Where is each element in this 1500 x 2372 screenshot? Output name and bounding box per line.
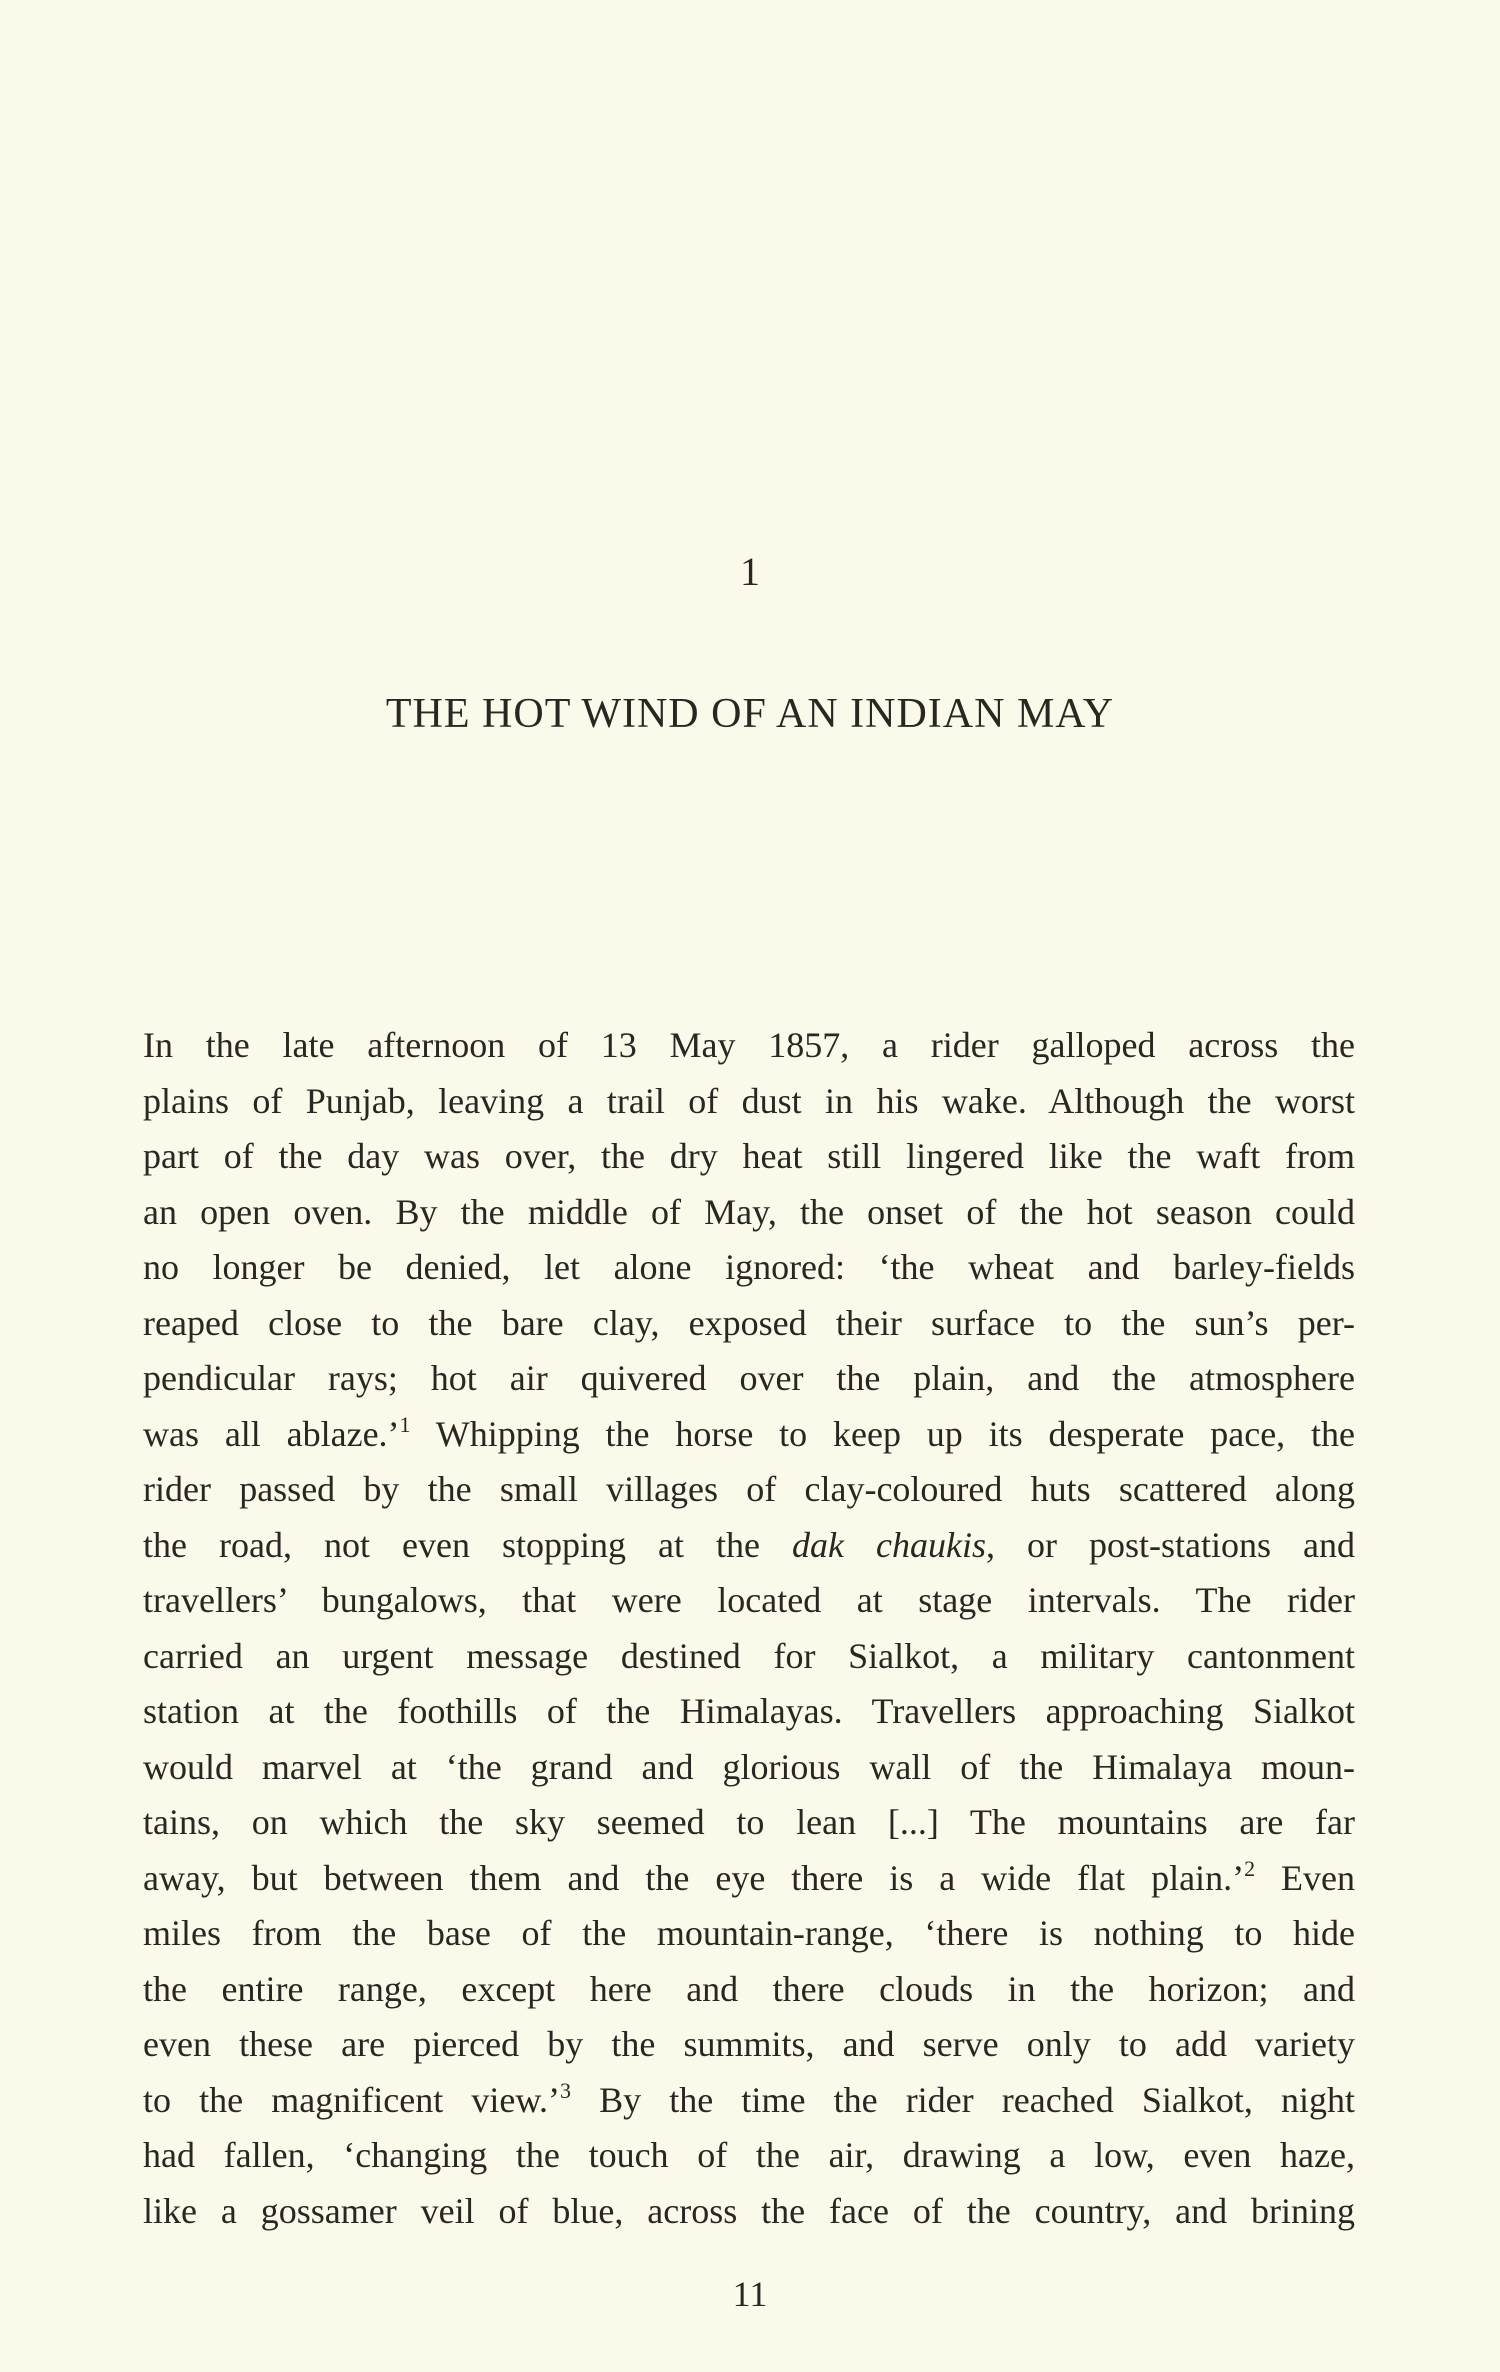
text-segment: away, but between them and the eye there is a wide flat plain.’	[143, 1857, 1245, 1898]
text-segment: By the time the rider reached Sialkot, night	[571, 2079, 1356, 2120]
text-line: an open oven. By the middle of May, the onset of the hot season could	[143, 1191, 1355, 1232]
footnote-marker: 1	[399, 1411, 411, 1437]
text-segment: was all ablaze.’	[143, 1413, 400, 1454]
text-line: had fallen, ‘changing the touch of the air, drawing a low, even haze,	[143, 2135, 1355, 2175]
text-line: plains of Punjab, leaving a trail of dust in his wake. Although the worst	[143, 1080, 1355, 1121]
chapter-number: 1	[740, 549, 760, 594]
text-line: part of the day was over, the dry heat still lingered like the waft from	[143, 1136, 1355, 1176]
text-line: pendicular rays; hot air quivered over the plain, and the atmosphere	[143, 1358, 1355, 1398]
text-line: tains, on which the sky seemed to lean [...] The mountains are far	[143, 1802, 1355, 1842]
footnote-marker: 3	[560, 2077, 571, 2103]
text-segment: the road, not even stopping at the	[143, 1524, 792, 1565]
text-line: station at the foothills of the Himalayas. Travellers approaching Sialkot	[143, 1691, 1355, 1731]
text-line	[143, 1518, 1355, 1574]
text-line	[143, 1407, 1355, 1463]
text-segment: to the magnificent view.’	[143, 2079, 560, 2120]
footnote-marker: 2	[1244, 1855, 1256, 1881]
body-paragraph	[143, 1018, 1355, 2239]
text-segment: Whipping the horse to keep up its desperate pace, the	[410, 1413, 1355, 1454]
text-line: travellers’ bungalows, that were located at stage intervals. The rider	[143, 1580, 1355, 1620]
page-number: 11	[732, 2274, 768, 2314]
text-line: reaped close to the bare clay, exposed their surface to the sun’s per-	[143, 1302, 1355, 1343]
text-line: rider passed by the small villages of clay-coloured huts scattered along	[143, 1469, 1355, 1509]
text-line: like a gossamer veil of blue, across the face of the country, and brining	[143, 2190, 1355, 2231]
text-line: miles from the base of the mountain-range, ‘there is nothing to hide	[143, 1913, 1355, 1953]
text-segment: Even	[1255, 1857, 1356, 1898]
chapter-title: THE HOT WIND OF AN INDIAN MAY	[385, 691, 1115, 737]
text-line: even these are pierced by the summits, and serve only to add variety	[143, 2024, 1355, 2064]
text-line	[143, 1851, 1355, 1907]
text-line: carried an urgent message destined for Sialkot, a military cantonment	[143, 1635, 1355, 1676]
text-line	[143, 2073, 1355, 2129]
italic-term: dak chaukis	[792, 1524, 986, 1565]
text-line: would marvel at ‘the grand and glorious wall of the Himalaya moun-	[143, 1746, 1355, 1787]
text-segment: , or post-stations and	[985, 1524, 1355, 1565]
text-line: no longer be denied, let alone ignored: ‘the wheat and barley-fields	[143, 1247, 1355, 1287]
text-line: In the late afternoon of 13 May 1857, a rider galloped across the	[143, 1025, 1355, 1065]
text-line: the entire range, except here and there clouds in the horizon; and	[143, 1968, 1355, 2009]
